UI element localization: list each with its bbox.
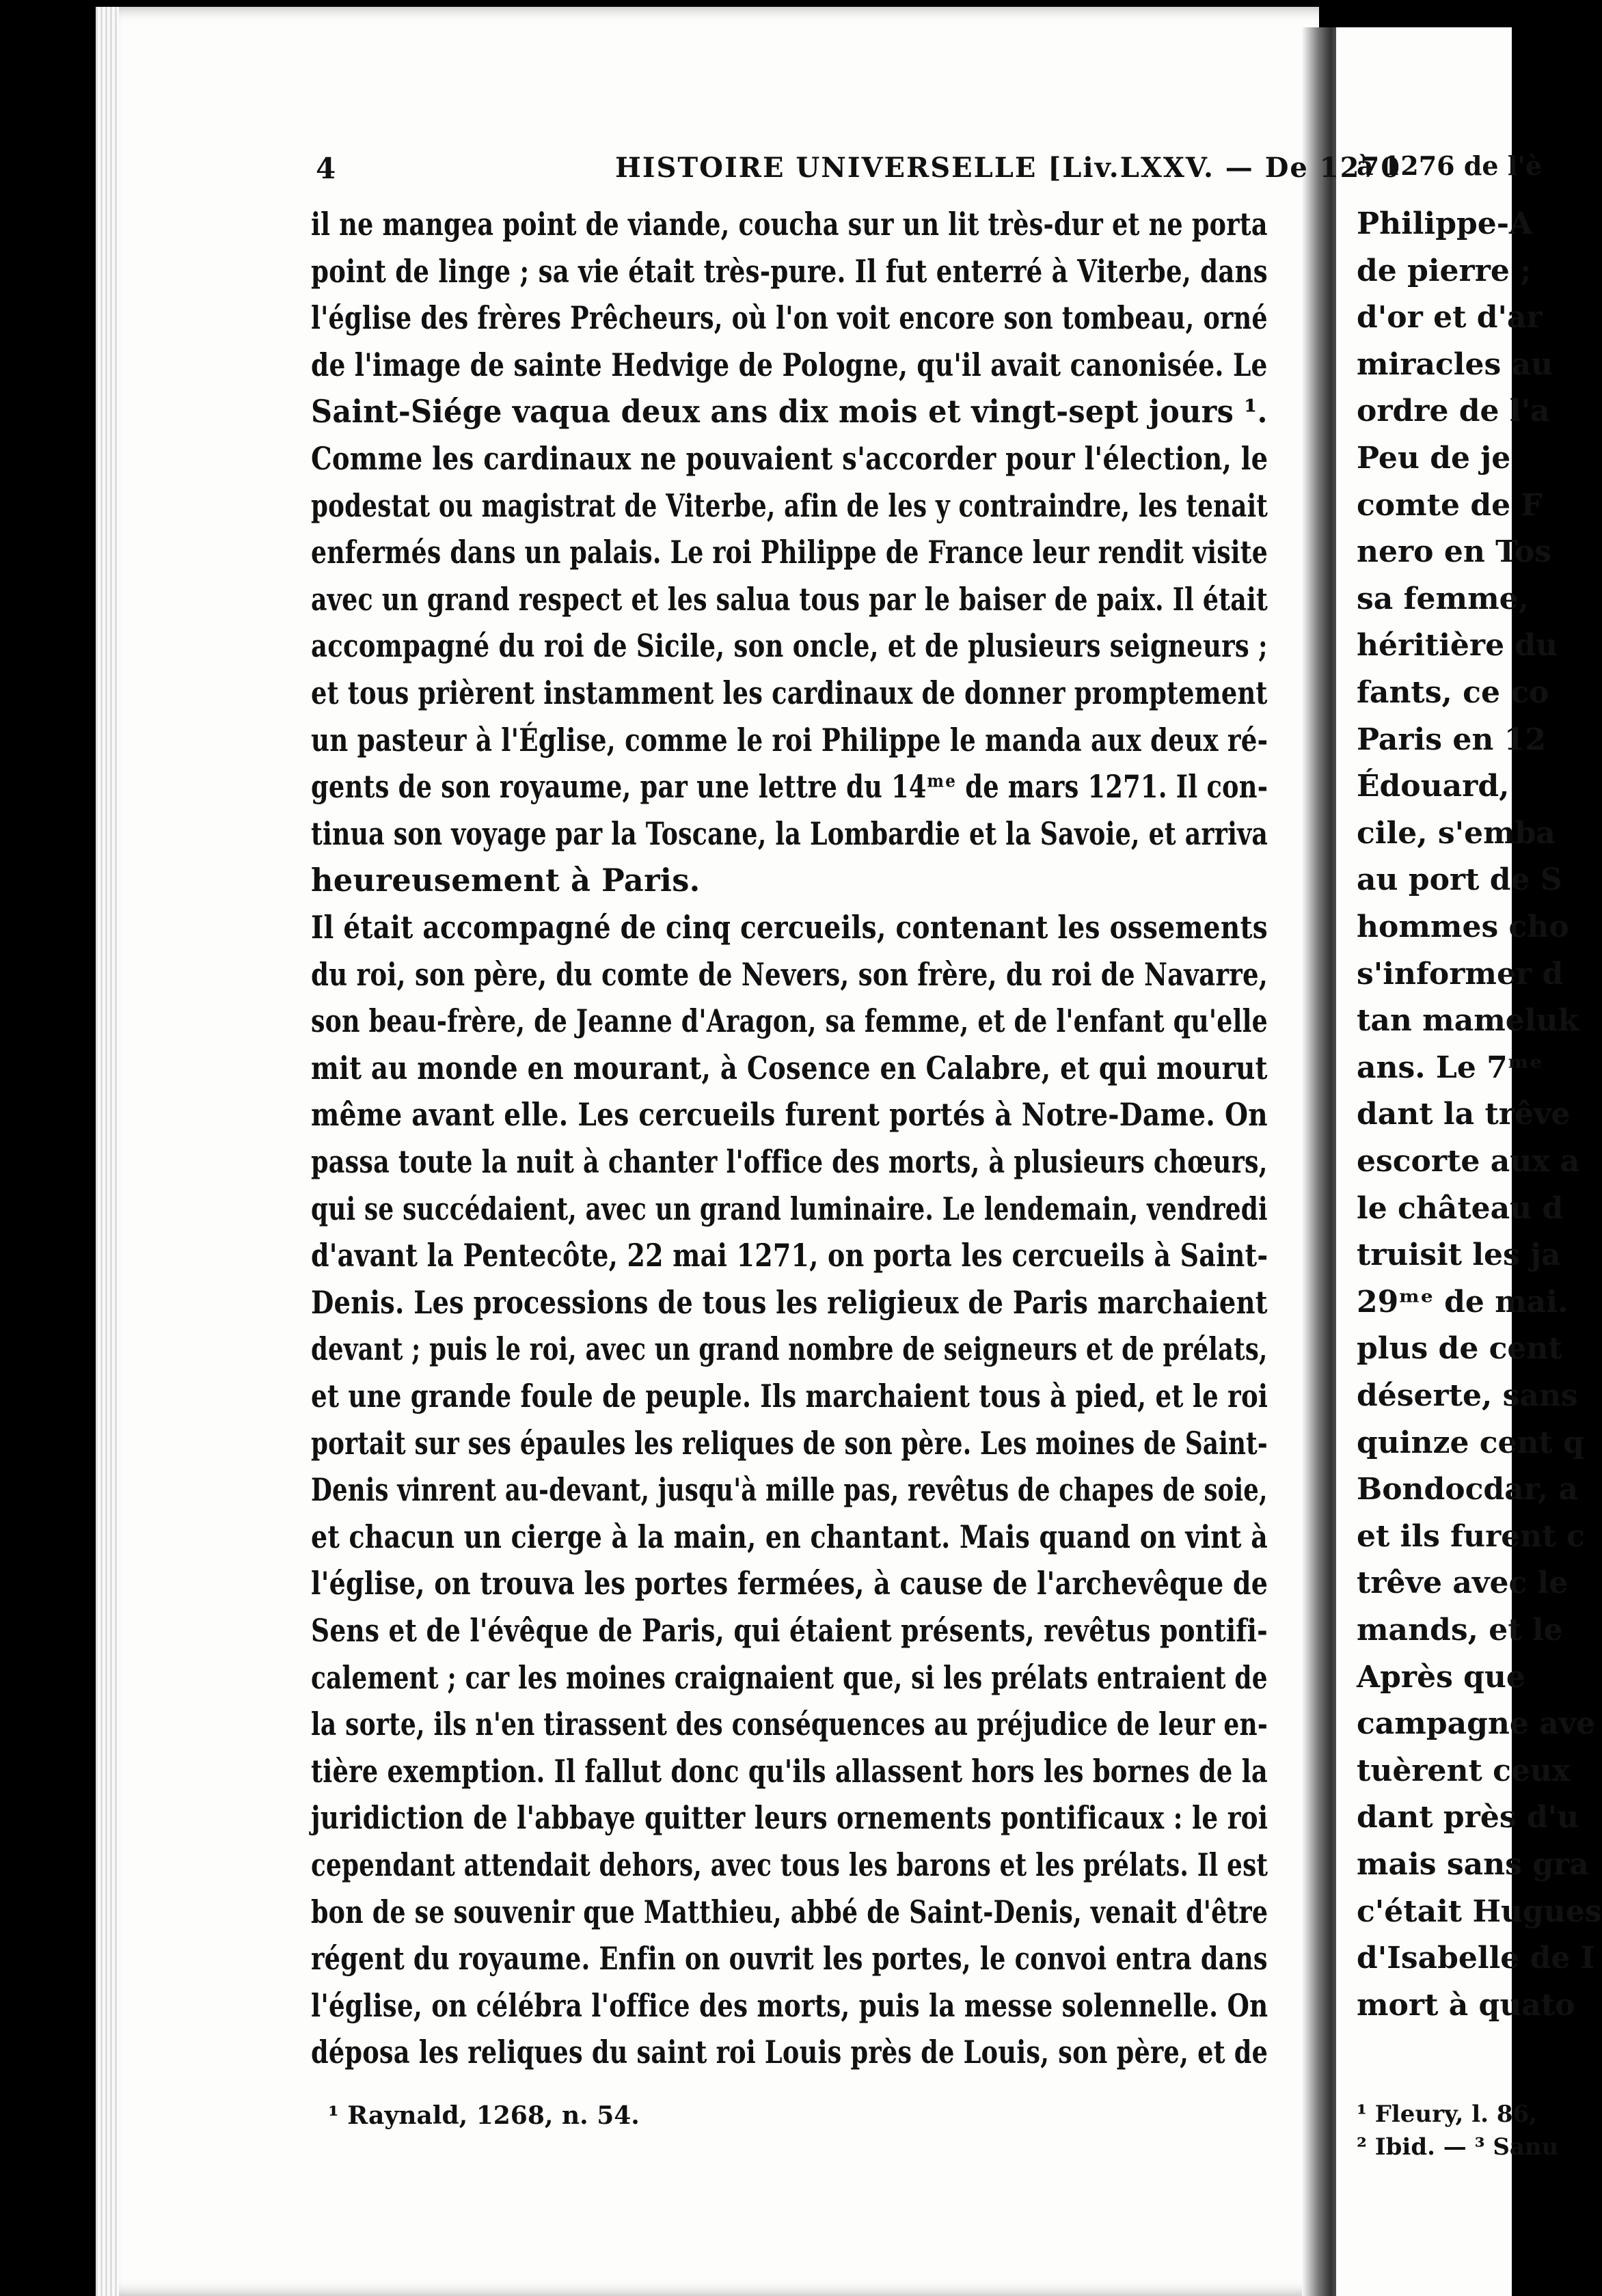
text-line: bon de se souvenir que Matthieu, abbé de Saint-Denis, venait d'être xyxy=(311,1893,1268,1930)
text-line-partial: comte de F xyxy=(1357,487,1543,523)
text-line: et une grande foule de peuple. Ils marchaient tous à pied, et le roi xyxy=(311,1378,1268,1414)
left-footnote: ¹ Raynald, 1268, n. 54. xyxy=(328,2101,640,2130)
right-footnote-line: ¹ Fleury, l. 86, xyxy=(1357,2101,1537,2128)
text-line-partial: Paris en 12 xyxy=(1357,722,1546,757)
text-line-partial: fants, ce co xyxy=(1357,675,1549,710)
text-line: point de linge ; sa vie était très-pure. Il fut enterré à Viterbe, dans xyxy=(311,252,1268,290)
text-line: Sens et de l'évêque de Paris, qui étaient présents, revêtus pontifi- xyxy=(311,1612,1268,1649)
text-line: gents de son royaume, par une lettre du 14ᵐᵉ de mars 1271. Il con- xyxy=(311,768,1268,806)
text-line-partial: quinze cent q xyxy=(1357,1425,1584,1460)
text-line-partial: trêve avec le xyxy=(1357,1566,1569,1601)
text-line-partial: héritière du xyxy=(1357,628,1558,664)
text-line: tière exemption. Il fallut donc qu'ils allassent hors les bornes de la xyxy=(311,1752,1268,1790)
text-line-partial: le château d xyxy=(1357,1190,1564,1226)
text-line-partial: dant la trêve xyxy=(1357,1097,1571,1132)
text-line: podestat ou magistrat de Viterbe, afin de les y contraindre, les tenait xyxy=(311,487,1268,524)
text-line: mit au monde en mourant, à Cosence en Calabre, et qui mourut xyxy=(311,1049,1268,1086)
text-line-partial: Après que xyxy=(1357,1659,1525,1695)
left-page-edge xyxy=(96,7,119,2296)
text-line: portait sur ses épaules les reliques de son père. Les moines de Saint- xyxy=(311,1424,1268,1462)
text-line: de l'image de sainte Hedvige de Pologne, qu'il avait canonisée. Le xyxy=(311,346,1268,383)
text-line: régent du royaume. Enfin on ouvrit les portes, le convoi entra dans xyxy=(311,1940,1268,1978)
text-line: Denis vinrent au-devant, jusqu'à mille pas, revêtus de chapes de soie, xyxy=(311,1471,1268,1509)
text-line: déposa les reliques du saint roi Louis près de Louis, son père, et de xyxy=(311,2034,1268,2071)
text-line: l'église des frères Prêcheurs, où l'on voit encore son tombeau, orné xyxy=(311,299,1268,337)
text-line-partial: mort à quato xyxy=(1357,1987,1575,2023)
text-line: avec un grand respect et les salua tous par le baiser de paix. Il était xyxy=(311,580,1268,618)
text-line: du roi, son père, du comte de Nevers, son frère, du roi de Navarre, xyxy=(311,955,1268,993)
page-number: 4 xyxy=(316,152,336,185)
text-line-partial: mands, et le xyxy=(1357,1613,1563,1648)
text-line: calement ; car les moines craignaient que, si les prélats entraient de xyxy=(311,1658,1268,1696)
text-line: passa toute la nuit à chanter l'office des morts, à plusieurs chœurs, xyxy=(311,1143,1268,1180)
text-line: il ne mangea point de viande, coucha sur un lit très-dur et ne porta xyxy=(311,206,1268,243)
text-line: qui se succédaient, avec un grand luminaire. Le lendemain, vendredi xyxy=(311,1190,1268,1227)
text-line-partial: plus de cent xyxy=(1357,1331,1562,1367)
text-line-partial: et ils furent c xyxy=(1357,1518,1585,1554)
text-line-partial: nero en Tos xyxy=(1357,534,1551,570)
text-line-partial: truisit les ja xyxy=(1357,1238,1561,1273)
running-head-left: HISTOIRE UNIVERSELLE [Liv.LXXV. — De 1270 xyxy=(615,152,1402,184)
running-head-right: à 1276 de l'è xyxy=(1357,150,1543,181)
text-line: heureusement à Paris. xyxy=(311,862,701,899)
text-line-partial: miracles au xyxy=(1357,346,1553,382)
text-line-partial: campagne ave xyxy=(1357,1706,1596,1742)
text-line: Denis. Les processions de tous les religieux de Paris marchaient xyxy=(311,1283,1268,1321)
text-line: son beau-frère, de Jeanne d'Aragon, sa femme, et de l'enfant qu'elle xyxy=(311,1002,1268,1040)
text-line-partial: Bondocdar, a xyxy=(1357,1472,1578,1507)
text-line: la sorte, ils n'en tirassent des conséquences au préjudice de leur en- xyxy=(311,1706,1268,1743)
text-line: cependant attendait dehors, avec tous les barons et les prélats. Il est xyxy=(311,1846,1268,1883)
text-line-partial: d'or et d'ar xyxy=(1357,300,1543,336)
text-line: même avant elle. Les cercueils furent portés à Notre-Dame. On xyxy=(311,1096,1268,1134)
text-line-partial: escorte aux a xyxy=(1357,1144,1580,1179)
text-line-partial: mais sans gra xyxy=(1357,1847,1589,1882)
text-line-partial: déserte, sans xyxy=(1357,1378,1578,1413)
text-line-partial: s'informer d xyxy=(1357,956,1564,992)
text-line: l'église, on trouva les portes fermées, à cause de l'archevêque de xyxy=(311,1565,1268,1602)
text-line-partial: tan mameluk xyxy=(1357,1003,1579,1039)
text-line-partial: hommes cho xyxy=(1357,910,1569,944)
right-page-body xyxy=(1357,150,1602,2282)
text-line-partial: ans. Le 7ᵐᵉ xyxy=(1357,1050,1543,1085)
text-line: l'église, on célébra l'office des morts, puis la messe solennelle. On xyxy=(311,1986,1268,2024)
text-line-partial: dant près d'u xyxy=(1357,1800,1579,1835)
text-line: devant ; puis le roi, avec un grand nombre de seigneurs et de prélats, xyxy=(311,1330,1268,1368)
text-line-partial: Peu de je xyxy=(1357,441,1511,476)
text-line: enfermés dans un palais. Le roi Philippe de France leur rendit visite xyxy=(311,534,1268,571)
text-line-partial: d'Isabelle de I xyxy=(1357,1941,1595,1976)
text-line: et tous prièrent instamment les cardinaux de donner promptement xyxy=(311,674,1268,711)
text-line-partial: sa femme, xyxy=(1357,581,1529,616)
text-line-partial: ordre de l'a xyxy=(1357,394,1550,429)
right-footnotes xyxy=(1357,2098,1558,2163)
text-line: juridiction de l'abbaye quitter leurs ornements pontificaux : le roi xyxy=(311,1799,1268,1837)
text-line-partial: tuèrent ceux xyxy=(1357,1753,1571,1788)
text-line-partial: de pierre ; xyxy=(1357,253,1532,288)
right-footnote-line: ² Ibid. — ³ Sanu xyxy=(1357,2133,1559,2161)
text-line: un pasteur à l'Église, comme le roi Philippe le manda aux deux ré- xyxy=(311,721,1268,758)
text-line-partial: cile, s'emba xyxy=(1357,815,1556,851)
text-line: accompagné du roi de Sicile, son oncle, et de plusieurs seigneurs ; xyxy=(311,627,1268,665)
text-line: d'avant la Pentecôte, 22 mai 1271, on porta les cercueils à Saint- xyxy=(311,1237,1268,1274)
text-line-partial: Édouard, xyxy=(1357,769,1510,804)
text-line-partial: 29ᵐᵉ de mai. xyxy=(1357,1284,1569,1320)
text-line-partial: Philippe-A xyxy=(1357,206,1533,241)
text-line: tinua son voyage par la Toscane, la Lombardie et la Savoie, et arriva xyxy=(311,815,1268,852)
text-line: Saint-Siége vaqua deux ans dix mois et vingt-sept jours ¹. xyxy=(311,393,1268,430)
text-line: et chacun un cierge à la main, en chantant. Mais quand on vint à xyxy=(311,1518,1268,1555)
text-line-partial: au port de S xyxy=(1357,862,1562,898)
text-line: Il était accompagné de cinq cercueils, contenant les ossements xyxy=(311,909,1268,946)
text-line: Comme les cardinaux ne pouvaient s'accorder pour l'élection, le xyxy=(311,440,1268,477)
text-line-partial: c'était Hugues xyxy=(1357,1894,1602,1929)
